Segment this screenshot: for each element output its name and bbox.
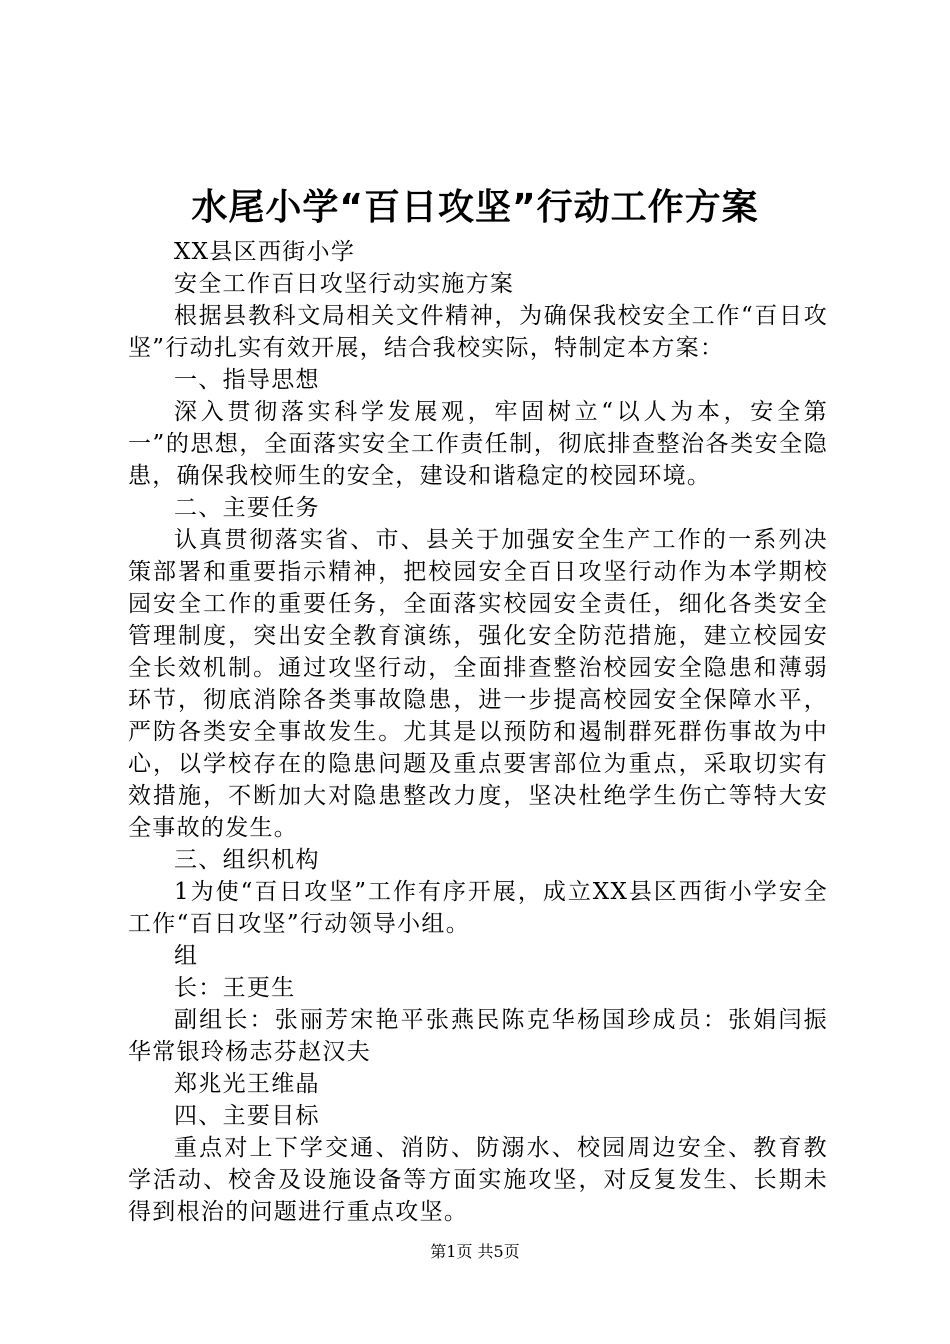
heading-organization: 三、组织机构 bbox=[174, 847, 320, 873]
paragraph-school-name: XX县区西街小学 bbox=[174, 239, 356, 265]
page-number-footer: 第1页 共5页 bbox=[430, 1242, 520, 1261]
document-body bbox=[128, 236, 828, 1228]
paragraph-group-label: 组 bbox=[174, 943, 199, 969]
heading-main-tasks: 二、主要任务 bbox=[174, 495, 320, 521]
heading-guiding-thought: 一、指导思想 bbox=[174, 367, 320, 393]
paragraph-main-goals: 重点对上下学交通、消防、防溺水、校园周边安全、教育教学活动、校舍及设施设备等方面实施攻坚，对反复发生、长期未得到根治的问题进行重点攻坚。 bbox=[128, 1135, 828, 1225]
heading-main-goals: 四、主要目标 bbox=[174, 1103, 320, 1129]
paragraph-members-cont: 郑兆光王维晶 bbox=[174, 1071, 320, 1097]
paragraph-main-tasks: 认真贯彻落实省、市、县关于加强安全生产工作的一系列决策部署和重要指示精神，把校园安全百日攻坚行动作为本学期校园安全工作的重要任务，全面落实校园安全责任，细化各类安全管理制度，突出安全教育演练，强化安全防范措施，建立校园安全长效机制。通过攻坚行动，全面排查整治校园安全隐患和薄弱环节，彻底消除各类事故隐患，进一步提高校园安全保障水平，严防各类安全事故发生。尤其是以预防和遏制群死群伤事故为中心，以学校存在的隐患问题及重点要害部位为重点，采取切实有效措施，不断加大对隐患整改力度，坚决杜绝学生伤亡等特大安全事故的发生。 bbox=[128, 527, 828, 841]
paragraph-deputy-leaders: 副组长：张丽芳宋艳平张燕民陈克华杨国珍成员：张娟闫振华常银玲杨志芬赵汉夫 bbox=[128, 1007, 828, 1065]
paragraph-guiding-thought: 深入贯彻落实科学发展观，牢固树立“以人为本，安全第一”的思想，全面落实安全工作责任制，彻底排查整治各类安全隐患，确保我校师生的安全，建设和谐稳定的校园环境。 bbox=[128, 399, 828, 489]
paragraph-group-leader: 长：王更生 bbox=[174, 975, 296, 1001]
paragraph-organization: 1为使“百日攻坚”工作有序开展，成立XX县区西街小学安全工作“百日攻坚”行动领导小组。 bbox=[128, 879, 828, 937]
document-title: 水尾小学“百日攻坚”行动工作方案 bbox=[191, 187, 759, 228]
paragraph-intro: 根据县教科文局相关文件精神，为确保我校安全工作“百日攻坚”行动扎实有效开展，结合我校实际，特制定本方案： bbox=[128, 303, 828, 361]
paragraph-subtitle: 安全工作百日攻坚行动实施方案 bbox=[174, 271, 515, 297]
